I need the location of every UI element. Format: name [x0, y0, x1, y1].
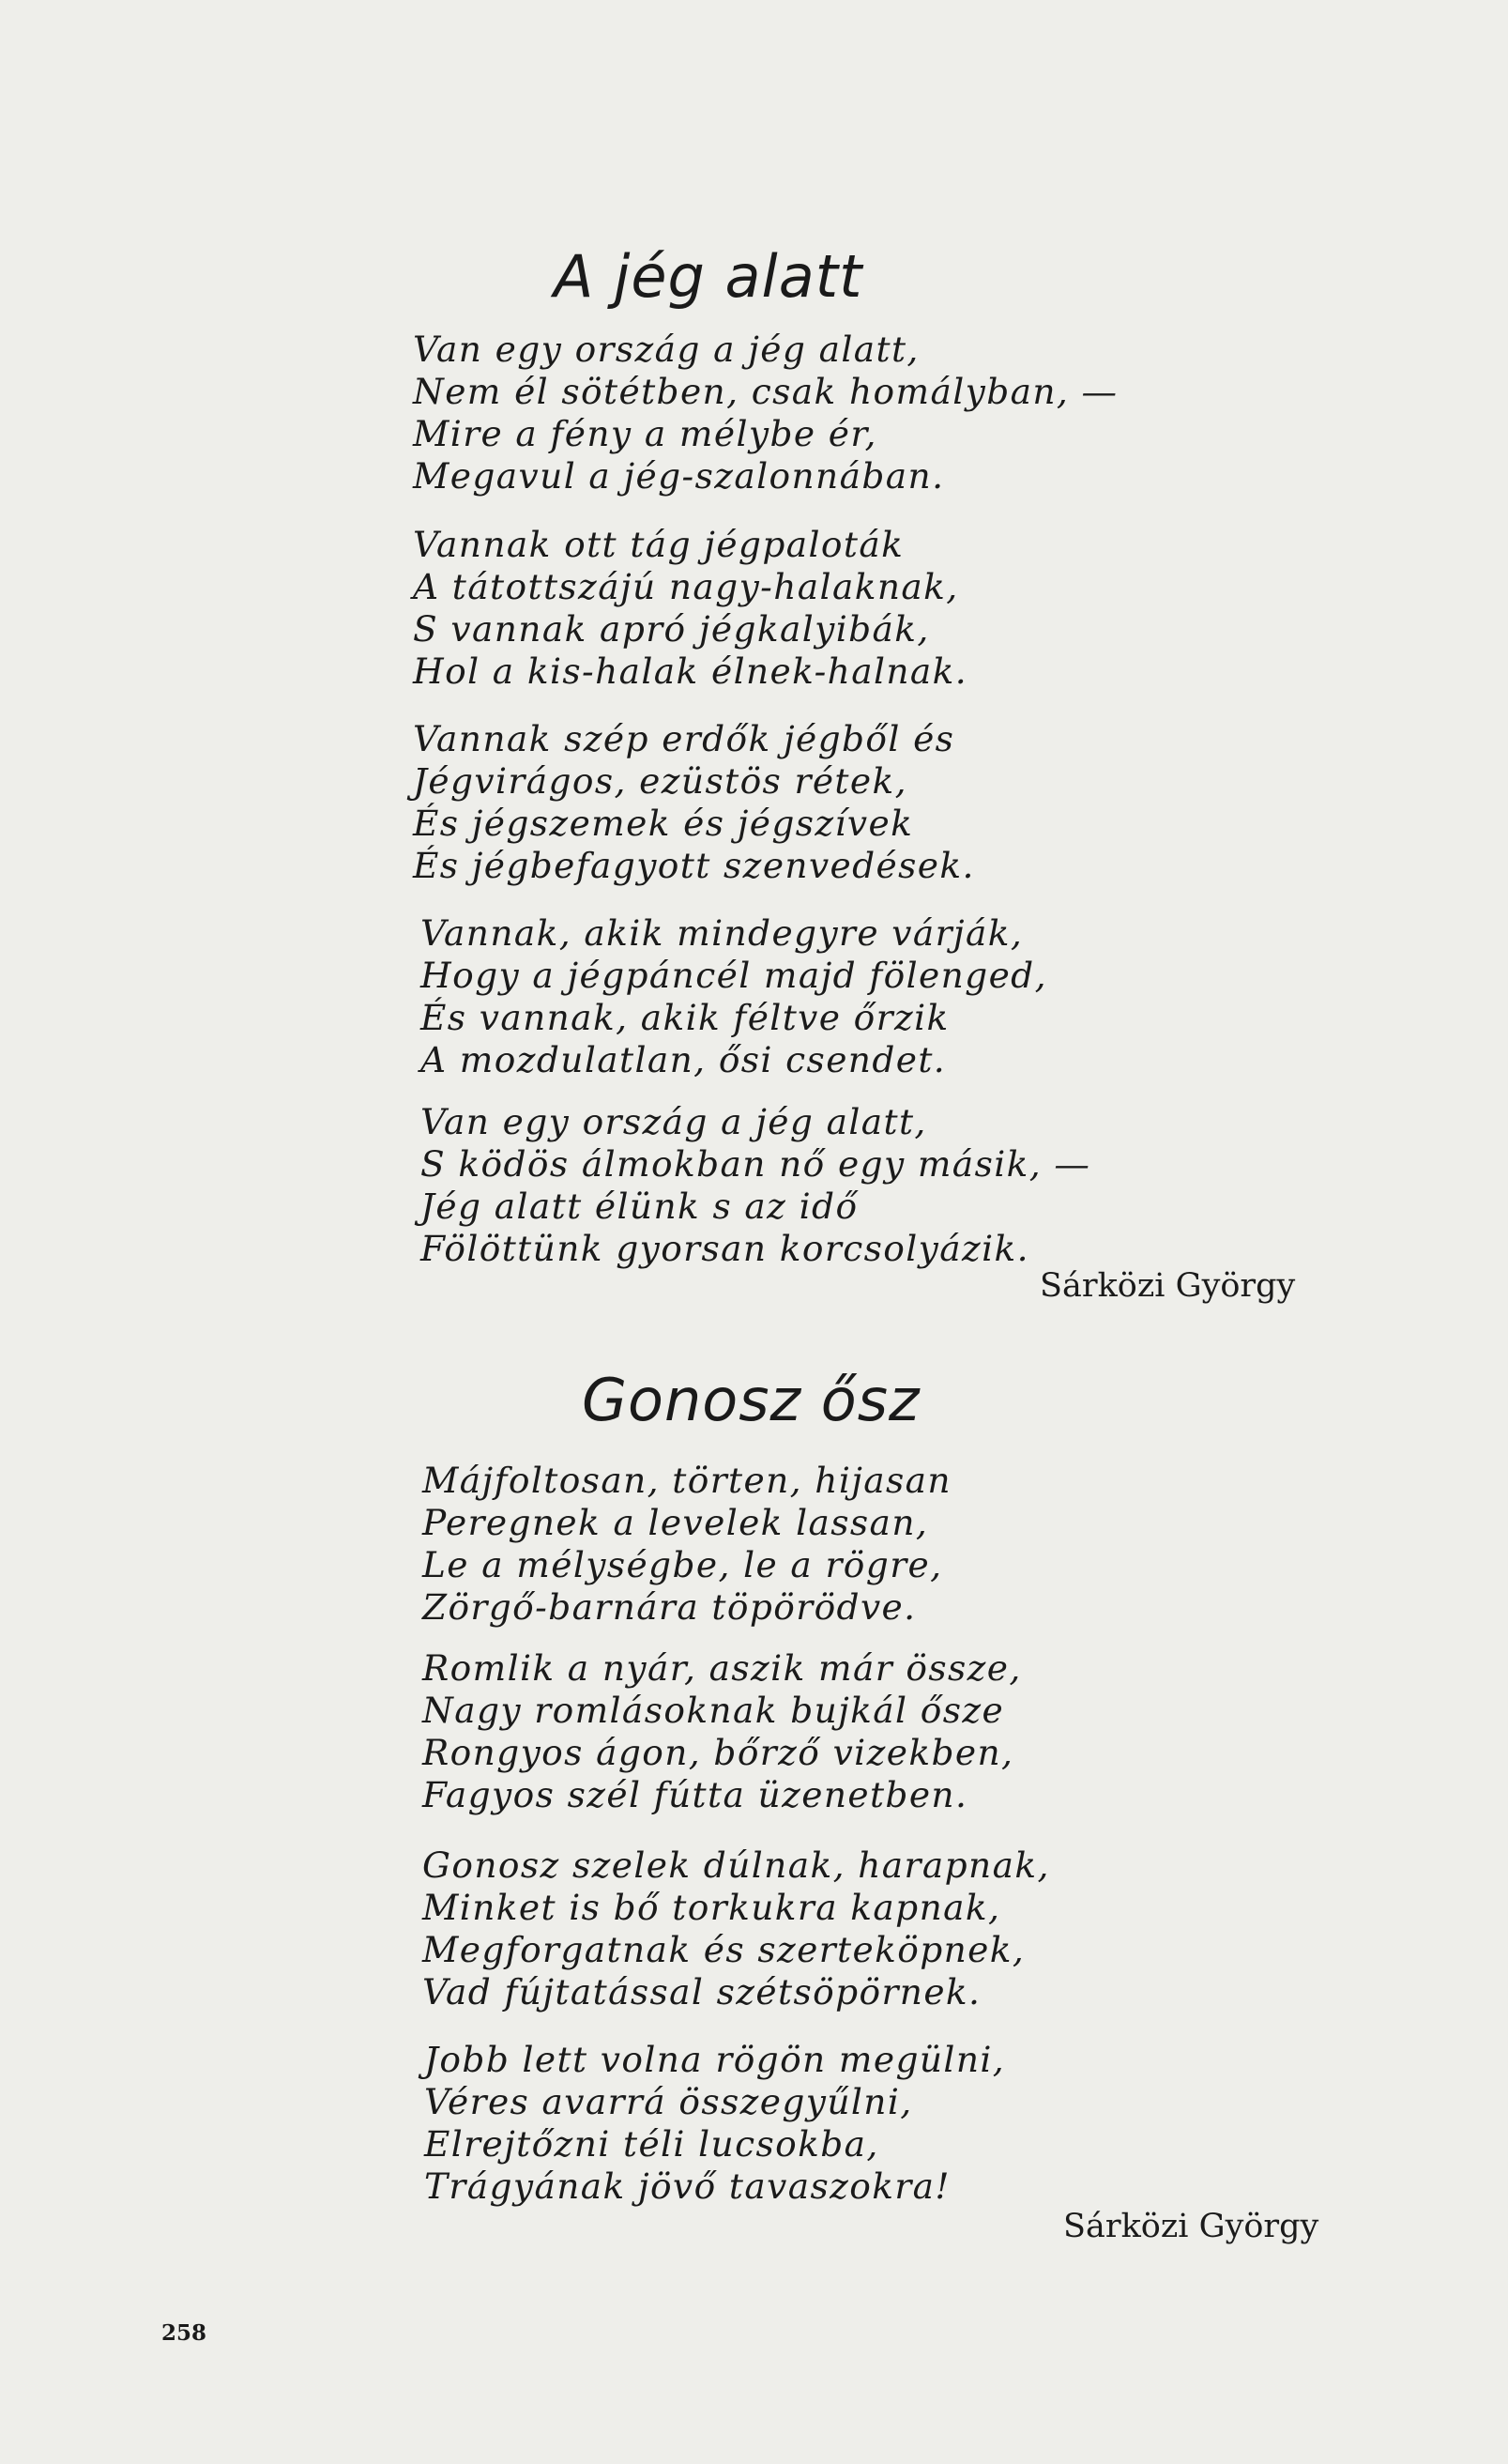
stanza [420, 1101, 1090, 1270]
stanza [413, 524, 967, 693]
stanza [413, 718, 975, 887]
verse-line: Hol a kis-halak élnek-halnak. [413, 650, 968, 692]
verse-line: Véres avarrá összegyűlni, [424, 2081, 913, 2122]
verse-line: S ködös álmokban nő egy másik, — [420, 1143, 1091, 1185]
verse-line: Rongyos ágon, bőrző vizekben, [422, 1732, 1014, 1773]
stanza [422, 1460, 952, 1629]
verse-line: Vannak szép erdők jégből és [413, 718, 955, 759]
verse-line: És jégbefagyott szenvedések. [413, 845, 975, 886]
verse-line: A tátottszájú nagy-halaknak, [413, 566, 959, 607]
verse-line: Van egy ország a jég alatt, [413, 329, 920, 370]
verse-line: Nagy romlásoknak bujkál ősze [422, 1690, 1005, 1731]
verse-line: Vad fújtatással szétsöpörnek. [422, 1971, 982, 2013]
verse-line: Nem él sötétben, csak homályban, — [413, 371, 1119, 412]
stanza [422, 1844, 1050, 2013]
stanza [424, 2039, 1005, 2208]
stanza [422, 1647, 1022, 1816]
verse-line: Hogy a jégpáncél majd fölenged, [420, 955, 1047, 996]
verse-line: Van egy ország a jég alatt, [420, 1101, 927, 1142]
verse-line: Vannak ott tág jégpaloták [413, 524, 905, 565]
verse-line: Mire a fény a mélybe ér, [413, 413, 877, 454]
stanza [413, 329, 1118, 497]
verse-line: Gonosz szelek dúlnak, harapnak, [422, 1844, 1050, 1886]
verse-line: Fagyos szél fútta üzenetben. [422, 1774, 968, 1815]
verse-line: És jégszemek és jégszívek [413, 803, 914, 844]
verse-line: Jég alatt élünk s az idő [420, 1186, 859, 1227]
verse-line: Elrejtőzni téli lucsokba, [424, 2123, 879, 2165]
verse-line: Jégvirágos, ezüstös rétek, [413, 760, 907, 802]
verse-line: A mozdulatlan, ősi csendet. [420, 1039, 947, 1080]
verse-line: Minket is bő torkukra kapnak, [422, 1887, 1001, 1928]
verse-line: Le a mélységbe, le a rögre, [422, 1544, 943, 1585]
poem-title: A jég alatt [554, 242, 863, 311]
verse-line: Zörgő-barnára töpörödve. [422, 1586, 917, 1628]
stanza [420, 912, 1047, 1081]
verse-line: Romlik a nyár, aszik már össze, [422, 1647, 1022, 1689]
verse-line: Peregnek a levelek lassan, [422, 1502, 929, 1543]
author-signature: Sárközi György [1063, 2208, 1319, 2245]
verse-line: Fölöttünk gyorsan korcsolyázik. [420, 1228, 1029, 1269]
verse-line: Jobb lett volna rögön megülni, [424, 2039, 1006, 2080]
verse-line: Májfoltosan, törten, hijasan [422, 1460, 952, 1501]
verse-line: Megforgatnak és szerteköpnek, [422, 1929, 1026, 1970]
verse-line: Trágyának jövő tavaszokra! [424, 2166, 951, 2207]
poem-title: Gonosz ősz [582, 1366, 921, 1434]
verse-line: És vannak, akik féltve őrzik [420, 997, 950, 1038]
verse-line: S vannak apró jégkalyibák, [413, 608, 930, 650]
verse-line: Vannak, akik mindegyre várják, [420, 912, 1024, 954]
page-number: 258 [161, 2320, 207, 2346]
author-signature: Sárközi György [1040, 1267, 1296, 1305]
verse-line: Megavul a jég-szalonnában. [413, 455, 945, 497]
